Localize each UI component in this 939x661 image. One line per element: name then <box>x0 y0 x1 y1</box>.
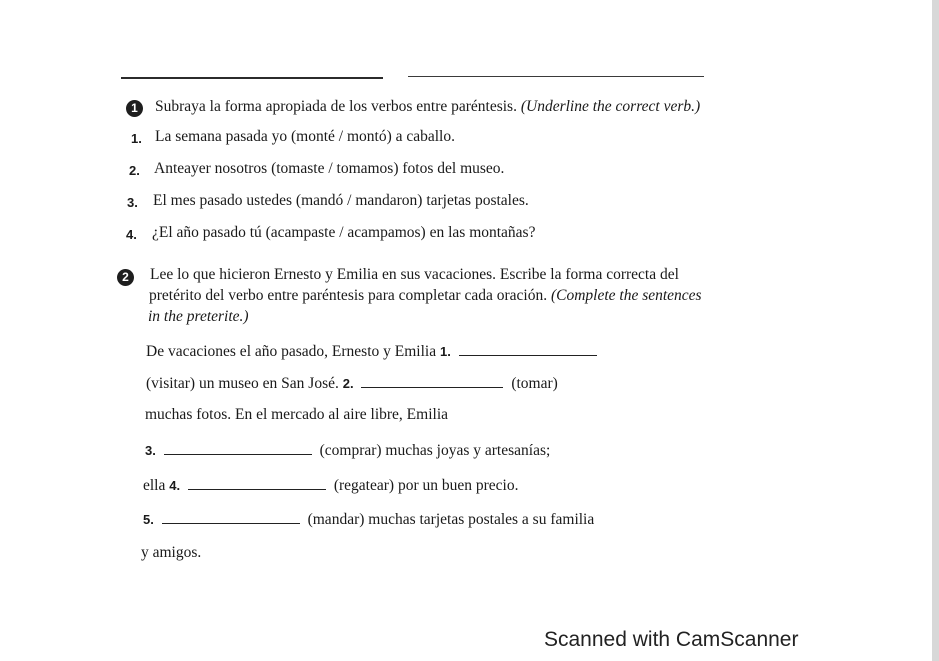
passage-line-1: De vacaciones el año pasado, Ernesto y Emilia 1. <box>146 341 601 361</box>
blank-number: 4. <box>169 478 181 493</box>
answer-blank-3[interactable] <box>164 440 312 455</box>
exercise-item-4: ¿El año pasado tú (acampaste / acampamos) en las montañas? <box>152 224 536 241</box>
section-2-instruction-line-1: Lee lo que hicieron Ernesto y Emilia en sus vacaciones. Escribe la forma correcta del <box>150 266 679 283</box>
passage-line-4: 3. (comprar) muchas joyas y artesanías; <box>145 442 551 459</box>
passage-line-7: y amigos. <box>141 544 202 561</box>
blank-number: 1. <box>439 344 451 359</box>
exercise-item-2: Anteayer nosotros (tomaste / tomamos) fotos del museo. <box>154 160 505 177</box>
passage-line-3: muchas fotos. En el mercado al aire libre, Emilia <box>145 406 448 423</box>
top-rule-right <box>408 76 704 77</box>
answer-blank-1[interactable] <box>459 341 597 356</box>
passage-line-5: ella 4. (regatear) por un buen precio. <box>143 477 519 494</box>
blank-number: 5. <box>143 512 154 527</box>
top-rule-left <box>121 77 383 79</box>
instruction-spanish: Subraya la forma apropiada de los verbos entre paréntesis. <box>155 98 517 115</box>
section-2-instruction-line-3: in the preterite.) <box>148 308 249 325</box>
answer-blank-4[interactable] <box>188 475 326 490</box>
answer-blank-2[interactable] <box>361 373 503 388</box>
section-1-instruction <box>155 98 700 116</box>
answer-blank-5[interactable] <box>162 509 300 524</box>
section-2-badge: 2 <box>117 269 134 286</box>
item-number: 2. <box>129 163 140 178</box>
instruction-english: (Underline the correct verb.) <box>520 98 701 115</box>
item-number: 3. <box>127 195 138 210</box>
section-1-badge: 1 <box>126 100 143 117</box>
passage-line-6: 5. (mandar) muchas tarjetas postales a su familia <box>143 511 595 528</box>
section-2-instruction-line-2: pretérito del verbo entre paréntesis para completar cada oración. (Complete the sentences <box>149 287 702 304</box>
item-number: 1. <box>131 131 142 146</box>
exercise-item-3: El mes pasado ustedes (mandó / mandaron) tarjetas postales. <box>153 192 529 209</box>
blank-number: 3. <box>145 443 156 458</box>
blank-number: 2. <box>342 376 354 391</box>
passage-line-2: (visitar) un museo en San José. 2. (tomar) <box>146 375 558 392</box>
exercise-item-1: La semana pasada yo (monté / montó) a caballo. <box>155 128 455 145</box>
camscanner-watermark: Scanned with CamScanner <box>544 628 799 651</box>
item-number: 4. <box>126 227 137 242</box>
page-edge-shadow <box>932 0 939 661</box>
